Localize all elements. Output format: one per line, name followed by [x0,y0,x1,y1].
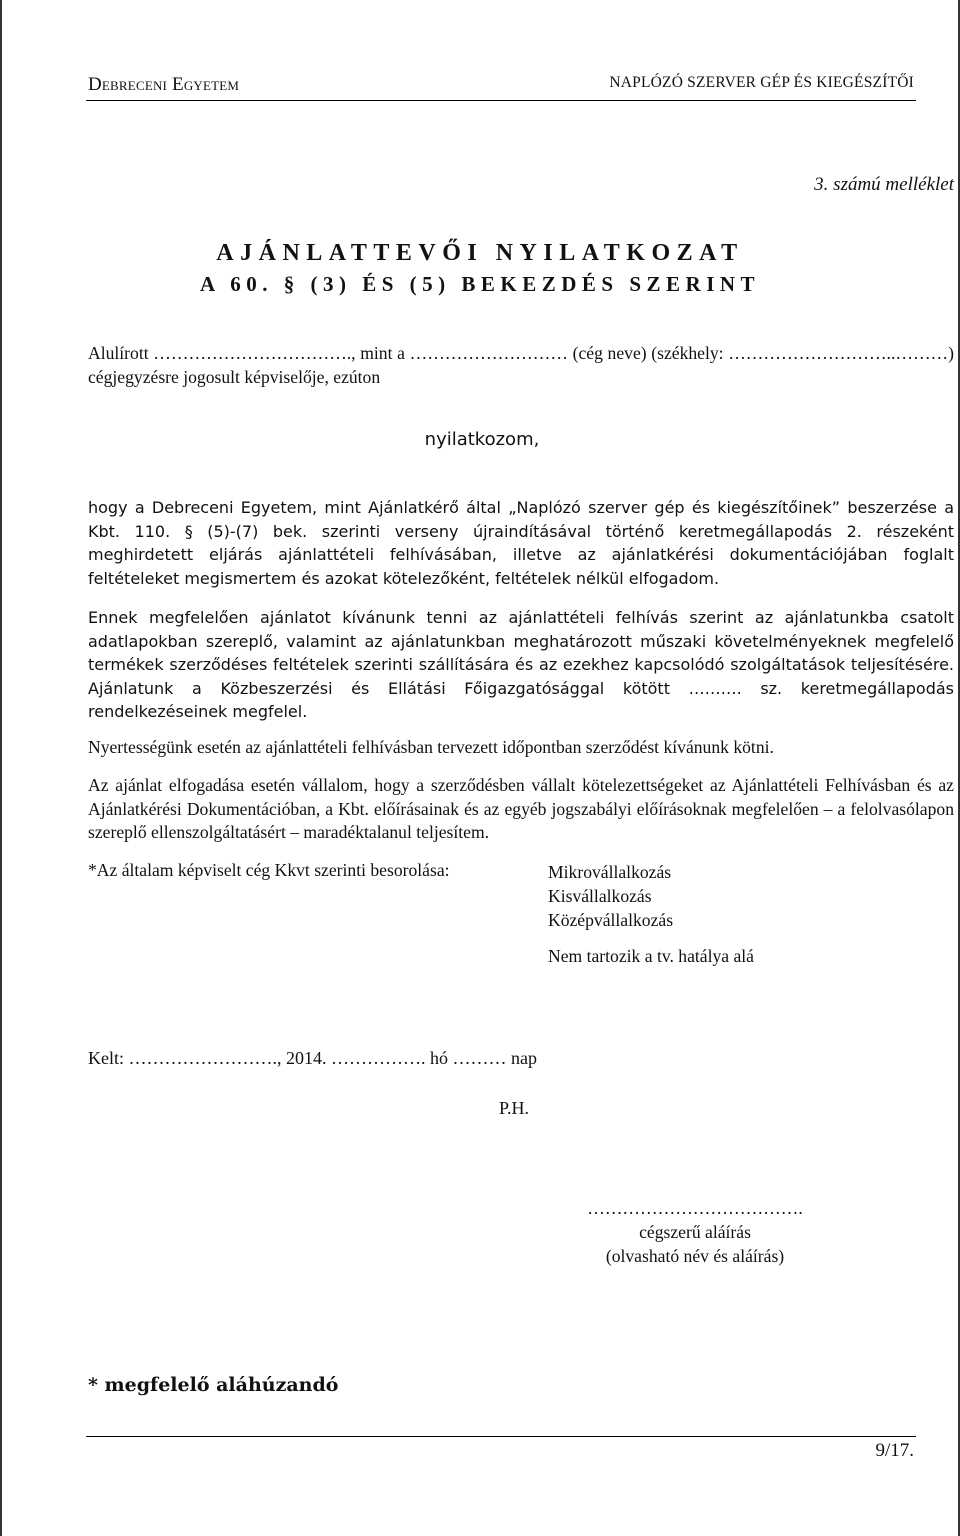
classification-option-none[interactable]: Nem tartozik a tv. hatálya alá [548,946,754,966]
document-title: AJÁNLATTEVŐI NYILATKOZAT [216,240,744,266]
header-rule [86,100,916,101]
footer-rule [86,1436,916,1437]
header-project: NAPLÓZÓ SZERVER GÉP ÉS KIEGÉSZÍTŐI [609,74,914,91]
date-line: Kelt: ……………………., 2014. ……………. hó ……… nap [88,1048,537,1068]
classification-label: *Az általam képviselt cég Kkvt szerinti besorolása: [88,860,450,880]
document-subtitle: A 60. § (3) ÉS (5) BEKEZDÉS SZERINT [199,272,761,296]
page-number: 9/17. [875,1440,914,1461]
header-institution: Debreceni Egyetem [88,74,240,95]
annex-label: 3. számú melléklet [814,174,954,195]
declaration-word: nyilatkozom, [424,429,540,450]
intro-paragraph: Alulírott ……………………………., mint a ……………………… (cég neve) (székhely: ………………………..………) cégjegyzésre jogosult képviselője, ezúton [88,343,954,387]
signature-dots: ………………………………. [587,1198,803,1218]
page-edge-left [0,0,2,1536]
signature-label: cégszerű aláírás [639,1222,751,1242]
classification-option-medium[interactable]: Középvállalkozás [548,910,674,930]
footnote: * megfelelő aláhúzandó [88,1374,339,1396]
signature-sublabel: (olvasható név és aláírás) [605,1246,785,1266]
classification-options [548,860,754,968]
stamp-placeholder: P.H. [499,1098,530,1118]
classification-option-small[interactable]: Kisvállalkozás [548,886,652,906]
classification-option-micro[interactable]: Mikrovállalkozás [548,862,672,882]
paragraph-offer: Ennek megfelelően ajánlatot kívánunk tenni az ajánlattételi felhívás szerint az ajánlatunkba csatolt adatlapokban szereplő, valamint az ajánlatunkban meghatározott műszaki követelményeknek megfelelő termékek szerződéses feltételek szerinti szállítására és az ezekhez kapcsolódó szolgáltatások teljesítésére. Ajánlatunk a Közbeszerzési és Ellátási Főigazgatósággal kötött ………. sz. keretmegállapodás rendelkezéseinek megfelel. [88,608,954,721]
signature-block [530,1196,860,1268]
paragraph-acceptance: hogy a Debreceni Egyetem, mint Ajánlatkérő által „Naplózó szerver gép és kiegészítőinek” beszerzése a Kbt. 110. § (5)-(7) bek. szerinti verseny újraindításával történő keretmegállapodás 2. részeként meghirdetett eljárás ajánlattételi felhívásában, illetve az ajánlatkérési dokumentációjában foglalt feltételeket megismertem és azokat kötelezőként, feltételek nélkül elfogadom. [88,498,954,588]
paragraph-commitment: Az ajánlat elfogadása esetén vállalom, hogy a szerződésben vállalt kötelezettségeket az Ajánlattételi Felhívásban és az Ajánlatkérési Dokumentációban, a Kbt. előírásainak és az egyéb jogszabályi előírásoknak megfelelően – a felolvasólapon szereplő ellenszolgáltatásért – maradéktalanul teljesítem. [88,775,954,842]
paragraph-contract: Nyertességünk esetén az ajánlattételi felhívásban tervezett időpontban szerződést kívánunk kötni. [88,737,774,757]
